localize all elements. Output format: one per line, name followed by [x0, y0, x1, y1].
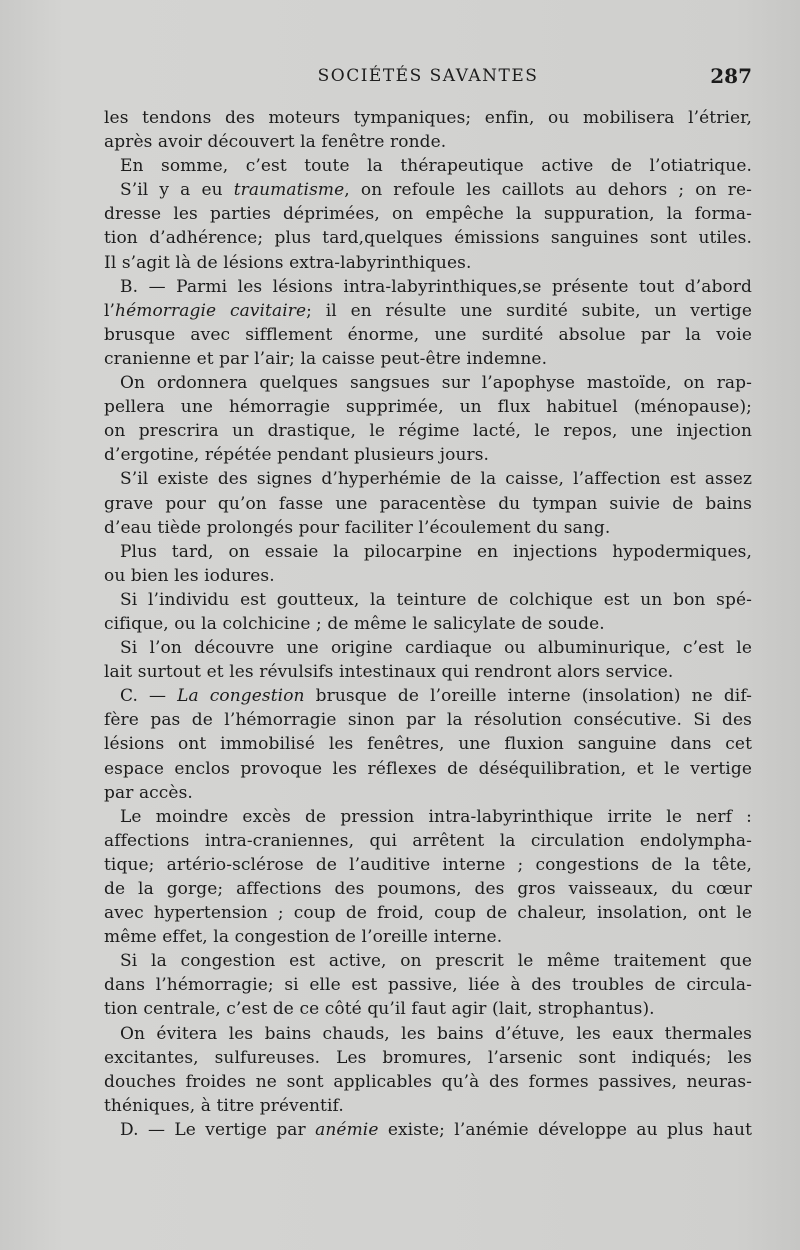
text-segment: d’ergotine, répétée pendant plusieurs jours.	[104, 445, 490, 466]
text-segment: avec hypertension ; coup de froid, coup de chaleur, insolation, ont le	[104, 903, 752, 924]
text-line	[104, 805, 752, 829]
text-segment: fère pas de l’hémorragie sinon par la résolution consécutive. Si des	[104, 710, 752, 731]
text-line	[104, 516, 752, 540]
text-segment: C. —	[120, 686, 178, 707]
text-segment: lait surtout et les révulsifs intestinaux qui rendront alors service.	[104, 662, 674, 683]
text-segment: Plus tard, on essaie la pilocarpine en injections hypodermiques,	[120, 541, 752, 562]
text-line	[104, 1046, 752, 1070]
text-line	[104, 997, 752, 1021]
text-segment: B. — Parmi les lésions intra-labyrinthiques,se présente tout d’abord	[120, 276, 752, 297]
text-segment: même effet, la congestion de l’oreille interne.	[104, 927, 503, 948]
page-number: 287	[710, 64, 752, 88]
text-segment: Si la congestion est active, on prescrit le même traitement que	[120, 951, 752, 972]
text-line	[104, 178, 752, 202]
text-segment: dresse les parties déprimées, on empêche la suppuration, la forma-	[104, 204, 752, 225]
text-segment: brusque avec sifflement énorme, une surdité absolue par la voie	[104, 324, 752, 345]
text-segment: on prescrira un drastique, le régime lacté, le repos, une injection	[104, 421, 752, 442]
italic-text: anémie	[315, 1119, 379, 1140]
text-segment: En somme, c’est toute la thérapeutique active de l’otiatrique.	[120, 156, 752, 177]
text-segment: espace enclos provoque les réflexes de déséquilibration, et le vertige	[104, 758, 752, 779]
text-line	[104, 299, 752, 323]
text-line	[104, 757, 752, 781]
text-segment: , on refoule les caillots au dehors ; on re-	[344, 180, 752, 201]
text-segment: On évitera les bains chauds, les bains d’étuve, les eaux thermales	[120, 1023, 752, 1044]
text-line	[104, 732, 752, 756]
text-segment: Le moindre excès de pression intra-labyrinthique irrite le nerf :	[120, 806, 752, 827]
text-line	[104, 1094, 752, 1118]
text-segment: après avoir découvert la fenêtre ronde.	[104, 132, 447, 153]
text-line	[104, 1022, 752, 1046]
text-segment: pellera une hémorragie supprimée, un flux habituel (ménopause);	[104, 397, 752, 418]
text-segment: ; il en résulte une surdité subite, un vertige	[306, 300, 752, 321]
text-line	[104, 684, 752, 708]
text-line	[104, 877, 752, 901]
text-line	[104, 419, 752, 443]
text-segment: tion d’adhérence; plus tard,quelques émissions sanguines sont utiles.	[104, 228, 752, 249]
text-line	[104, 973, 752, 997]
text-segment: tion centrale, c’est de ce côté qu’il faut agir (lait, strophantus).	[104, 999, 655, 1020]
text-line	[104, 708, 752, 732]
text-segment: d’eau tiède prolongés pour faciliter l’écoulement du sang.	[104, 517, 611, 538]
text-segment: les tendons des moteurs tympaniques; enfin, ou mobilisera l’étrier,	[104, 108, 752, 128]
italic-text: traumatisme	[233, 180, 345, 201]
text-line	[104, 467, 752, 491]
text-segment: excitantes, sulfureuses. Les bromures, l’arsenic sont indiqués; les	[104, 1047, 752, 1068]
text-line	[104, 540, 752, 564]
text-line	[104, 564, 752, 588]
text-line	[104, 226, 752, 250]
text-segment: tique; artério-sclérose de l’auditive interne ; congestions de la tête,	[104, 854, 752, 875]
text-line	[104, 588, 752, 612]
text-segment: Si l’on découvre une origine cardiaque ou albuminurique, c’est le	[120, 638, 752, 659]
text-line	[104, 154, 752, 178]
text-segment: S’il existe des signes d’hyperhémie de la caisse, l’affection est assez	[120, 469, 752, 490]
text-line	[104, 323, 752, 347]
running-title: SOCIÉTÉS SAVANTES	[317, 66, 539, 86]
italic-text: hémorragie cavitaire	[115, 300, 307, 321]
text-line	[104, 347, 752, 371]
text-segment: affections intra-craniennes, qui arrêtent la circulation endolympha-	[104, 830, 752, 851]
text-line	[104, 636, 752, 660]
running-head	[104, 66, 752, 90]
text-segment: cranienne et par l’air; la caisse peut-être indemne.	[104, 348, 548, 369]
text-line	[104, 275, 752, 299]
text-line	[104, 949, 752, 973]
text-segment: existe; l’anémie développe au plus haut	[378, 1119, 752, 1140]
text-segment: brusque de l’oreille interne (insolation) ne dif-	[304, 686, 752, 707]
text-line	[104, 492, 752, 516]
text-segment: Il s’agit là de lésions extra-labyrinthiques.	[104, 252, 472, 273]
text-segment: théniques, à titre préventif.	[104, 1095, 344, 1116]
text-line	[104, 829, 752, 853]
text-line	[104, 130, 752, 154]
text-line	[104, 443, 752, 467]
text-segment: par accès.	[104, 782, 193, 803]
text-line	[104, 781, 752, 805]
text-line	[104, 371, 752, 395]
text-line	[104, 251, 752, 275]
text-segment: cifique, ou la colchicine ; de même le salicylate de soude.	[104, 613, 605, 634]
text-segment: D. — Le vertige par	[120, 1119, 316, 1140]
text-line	[104, 202, 752, 226]
body-text	[104, 106, 752, 1142]
text-line	[104, 395, 752, 419]
text-segment: ou bien les iodures.	[104, 565, 275, 586]
text-line	[104, 106, 752, 130]
text-segment: grave pour qu’on fasse une paracentèse du tympan suivie de bains	[104, 493, 752, 514]
text-segment: On ordonnera quelques sangsues sur l’apophyse mastoïde, on rap-	[120, 373, 752, 394]
text-line	[104, 1118, 752, 1142]
text-segment: Si l’individu est goutteux, la teinture de colchique est un bon spé-	[120, 589, 752, 610]
text-segment: lésions ont immobilisé les fenêtres, une fluxion sanguine dans cet	[104, 734, 752, 755]
text-segment: douches froides ne sont applicables qu’à des formes passives, neuras-	[104, 1071, 752, 1092]
text-segment: dans l’hémorragie; si elle est passive, liée à des troubles de circula-	[104, 975, 752, 996]
text-line	[104, 612, 752, 636]
text-line	[104, 901, 752, 925]
text-segment: de la gorge; affections des poumons, des gros vaisseaux, du cœur	[104, 879, 752, 899]
text-segment: l’	[104, 300, 116, 321]
text-line	[104, 925, 752, 949]
text-line	[104, 1070, 752, 1094]
text-segment: S’il y a eu	[120, 180, 234, 201]
text-line	[104, 660, 752, 684]
italic-text: La congestion	[177, 686, 305, 707]
text-line	[104, 853, 752, 877]
